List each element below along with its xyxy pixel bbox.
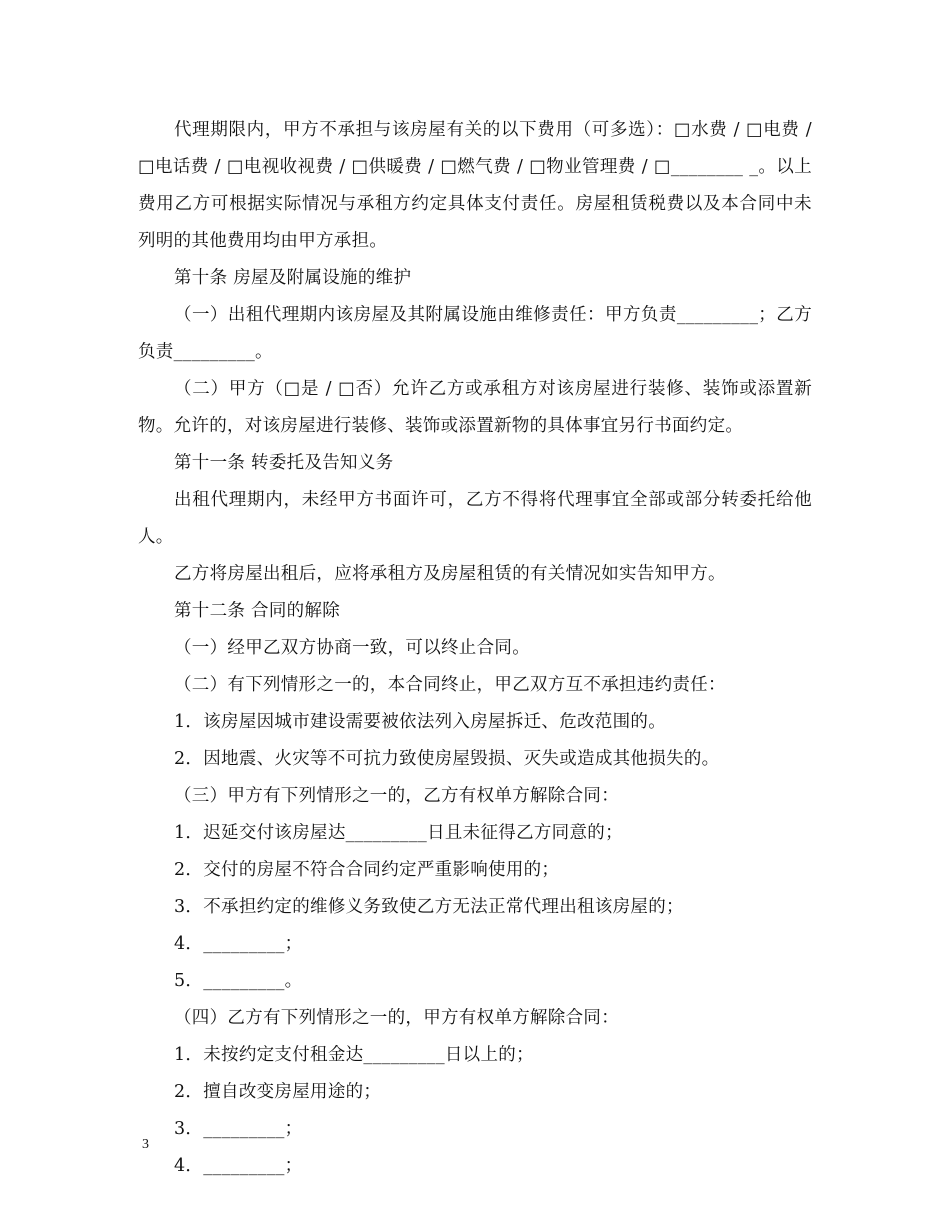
list-item: 3．_________；: [174, 1119, 303, 1139]
paragraph-maintenance-1: （一）出租代理期内该房屋及其附属设施由维修责任：甲方负责_________；乙方负责_________。: [138, 305, 812, 362]
heading-article-10: 第十条 房屋及附属设施的维护: [174, 268, 412, 288]
list-item: 2．擅自改变房屋用途的；: [174, 1082, 382, 1102]
list-item: 2．因地震、火灾等不可抗力致使房屋毁损、灭失或造成其他损失的。: [174, 749, 720, 769]
paragraph-fees: 代理期限内，甲方不承担与该房屋有关的以下费用（可多选）：□水费 / □电费 / □电话费 / □电视收视费 / □供暖费 / □燃气费 / □物业管理费 / □________ _。以上费用乙方可根据实际情况与承租方约定具体支付责任。房屋租赁税费以及本合同中未列明的其他费用均由甲方承担。: [138, 120, 818, 251]
document-body: [138, 112, 818, 1185]
list-item: 1．该房屋因城市建设需要被依法列入房屋拆迁、危改范围的。: [174, 712, 667, 732]
list-item: 1．迟延交付该房屋达_________日且未征得乙方同意的；: [174, 823, 623, 843]
clause-termination-3: （三）甲方有下列情形之一的，乙方有权单方解除合同：: [174, 786, 619, 806]
list-item: 4．_________；: [174, 934, 303, 954]
heading-article-11: 第十一条 转委托及告知义务: [174, 453, 394, 473]
heading-article-12: 第十二条 合同的解除: [174, 601, 341, 621]
clause-termination-2: （二）有下列情形之一的，本合同终止，甲乙双方互不承担违约责任：: [174, 675, 726, 695]
clause-termination-4: （四）乙方有下列情形之一的，甲方有权单方解除合同：: [174, 1008, 619, 1028]
paragraph-notification: 乙方将房屋出租后，应将承租方及房屋租赁的有关情况如实告知甲方。: [174, 564, 726, 584]
list-item: 1．未按约定支付租金达_________日以上的；: [174, 1045, 534, 1065]
list-item: 5．_________。: [174, 971, 303, 991]
list-item: 2．交付的房屋不符合合同约定严重影响使用的；: [174, 860, 560, 880]
page-number: 3: [142, 1137, 149, 1152]
list-item: 4．_________；: [174, 1156, 303, 1176]
paragraph-maintenance-2: （二）甲方（□是 / □否）允许乙方或承租方对该房屋进行装修、装饰或添置新物。允许的，对该房屋进行装修、装饰或添置新物的具体事宜另行书面约定。: [138, 379, 812, 436]
list-item: 3．不承担约定的维修义务致使乙方无法正常代理出租该房屋的；: [174, 897, 684, 917]
clause-termination-1: （一）经甲乙双方协商一致，可以终止合同。: [174, 638, 530, 658]
paragraph-subdelegation: 出租代理期内，未经甲方书面许可，乙方不得将代理事宜全部或部分转委托给他人。: [138, 490, 812, 547]
